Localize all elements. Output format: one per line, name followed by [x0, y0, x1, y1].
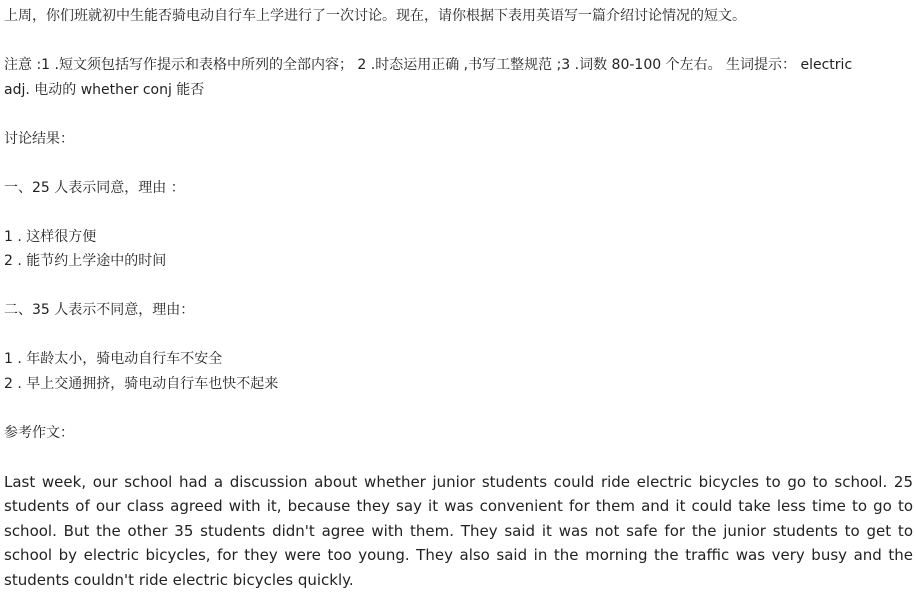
agree-heading: 一、25 人表示同意，理由 ： [4, 176, 913, 201]
spacer [4, 274, 913, 299]
disagree-reason-2: 2 . 早上交通拥挤，骑电动自行车也快不起来 [4, 372, 913, 397]
notes-line-2: adj. 电动的 whether conj 能否 [4, 78, 913, 103]
disagree-reason-1: 1 . 年龄太小，骑电动自行车不安全 [4, 347, 913, 372]
spacer [4, 102, 913, 127]
spacer [4, 29, 913, 54]
agree-reason-1: 1 . 这样很方便 [4, 225, 913, 250]
spacer [4, 445, 913, 470]
notes-line-1: 注意 :1 .短文须包括写作提示和表格中所列的全部内容； 2 .时态运用正确 ,书写工整规范 ;3 .词数 80-100 个左右。 生词提示： electric [4, 53, 913, 78]
agree-reason-2: 2 . 能节约上学途中的时间 [4, 249, 913, 274]
spacer [4, 396, 913, 421]
reference-essay: Last week, our school had a discussion about whether junior students could ride electric bicycles to go to school. 25 students of our class agreed with it, because they say it was convenient for them and it could take less time to go to school. But the other 35 students didn't agree with them. They said it was not safe for the junior students to get to school by electric bicycles, for they were too young. They also said in the morning the traffic was very busy and the students couldn't ride electric bicycles quickly. [4, 470, 913, 592]
disagree-heading: 二、35 人表示不同意，理由： [4, 298, 913, 323]
reference-heading: 参考作文： [4, 421, 913, 446]
results-heading: 讨论结果： [4, 127, 913, 152]
spacer [4, 323, 913, 348]
spacer [4, 200, 913, 225]
spacer [4, 151, 913, 176]
writing-prompt: 上周，你们班就初中生能否骑电动自行车上学进行了一次讨论。现在，请你根据下表用英语写一篇介绍讨论情况的短文。 [4, 4, 913, 29]
